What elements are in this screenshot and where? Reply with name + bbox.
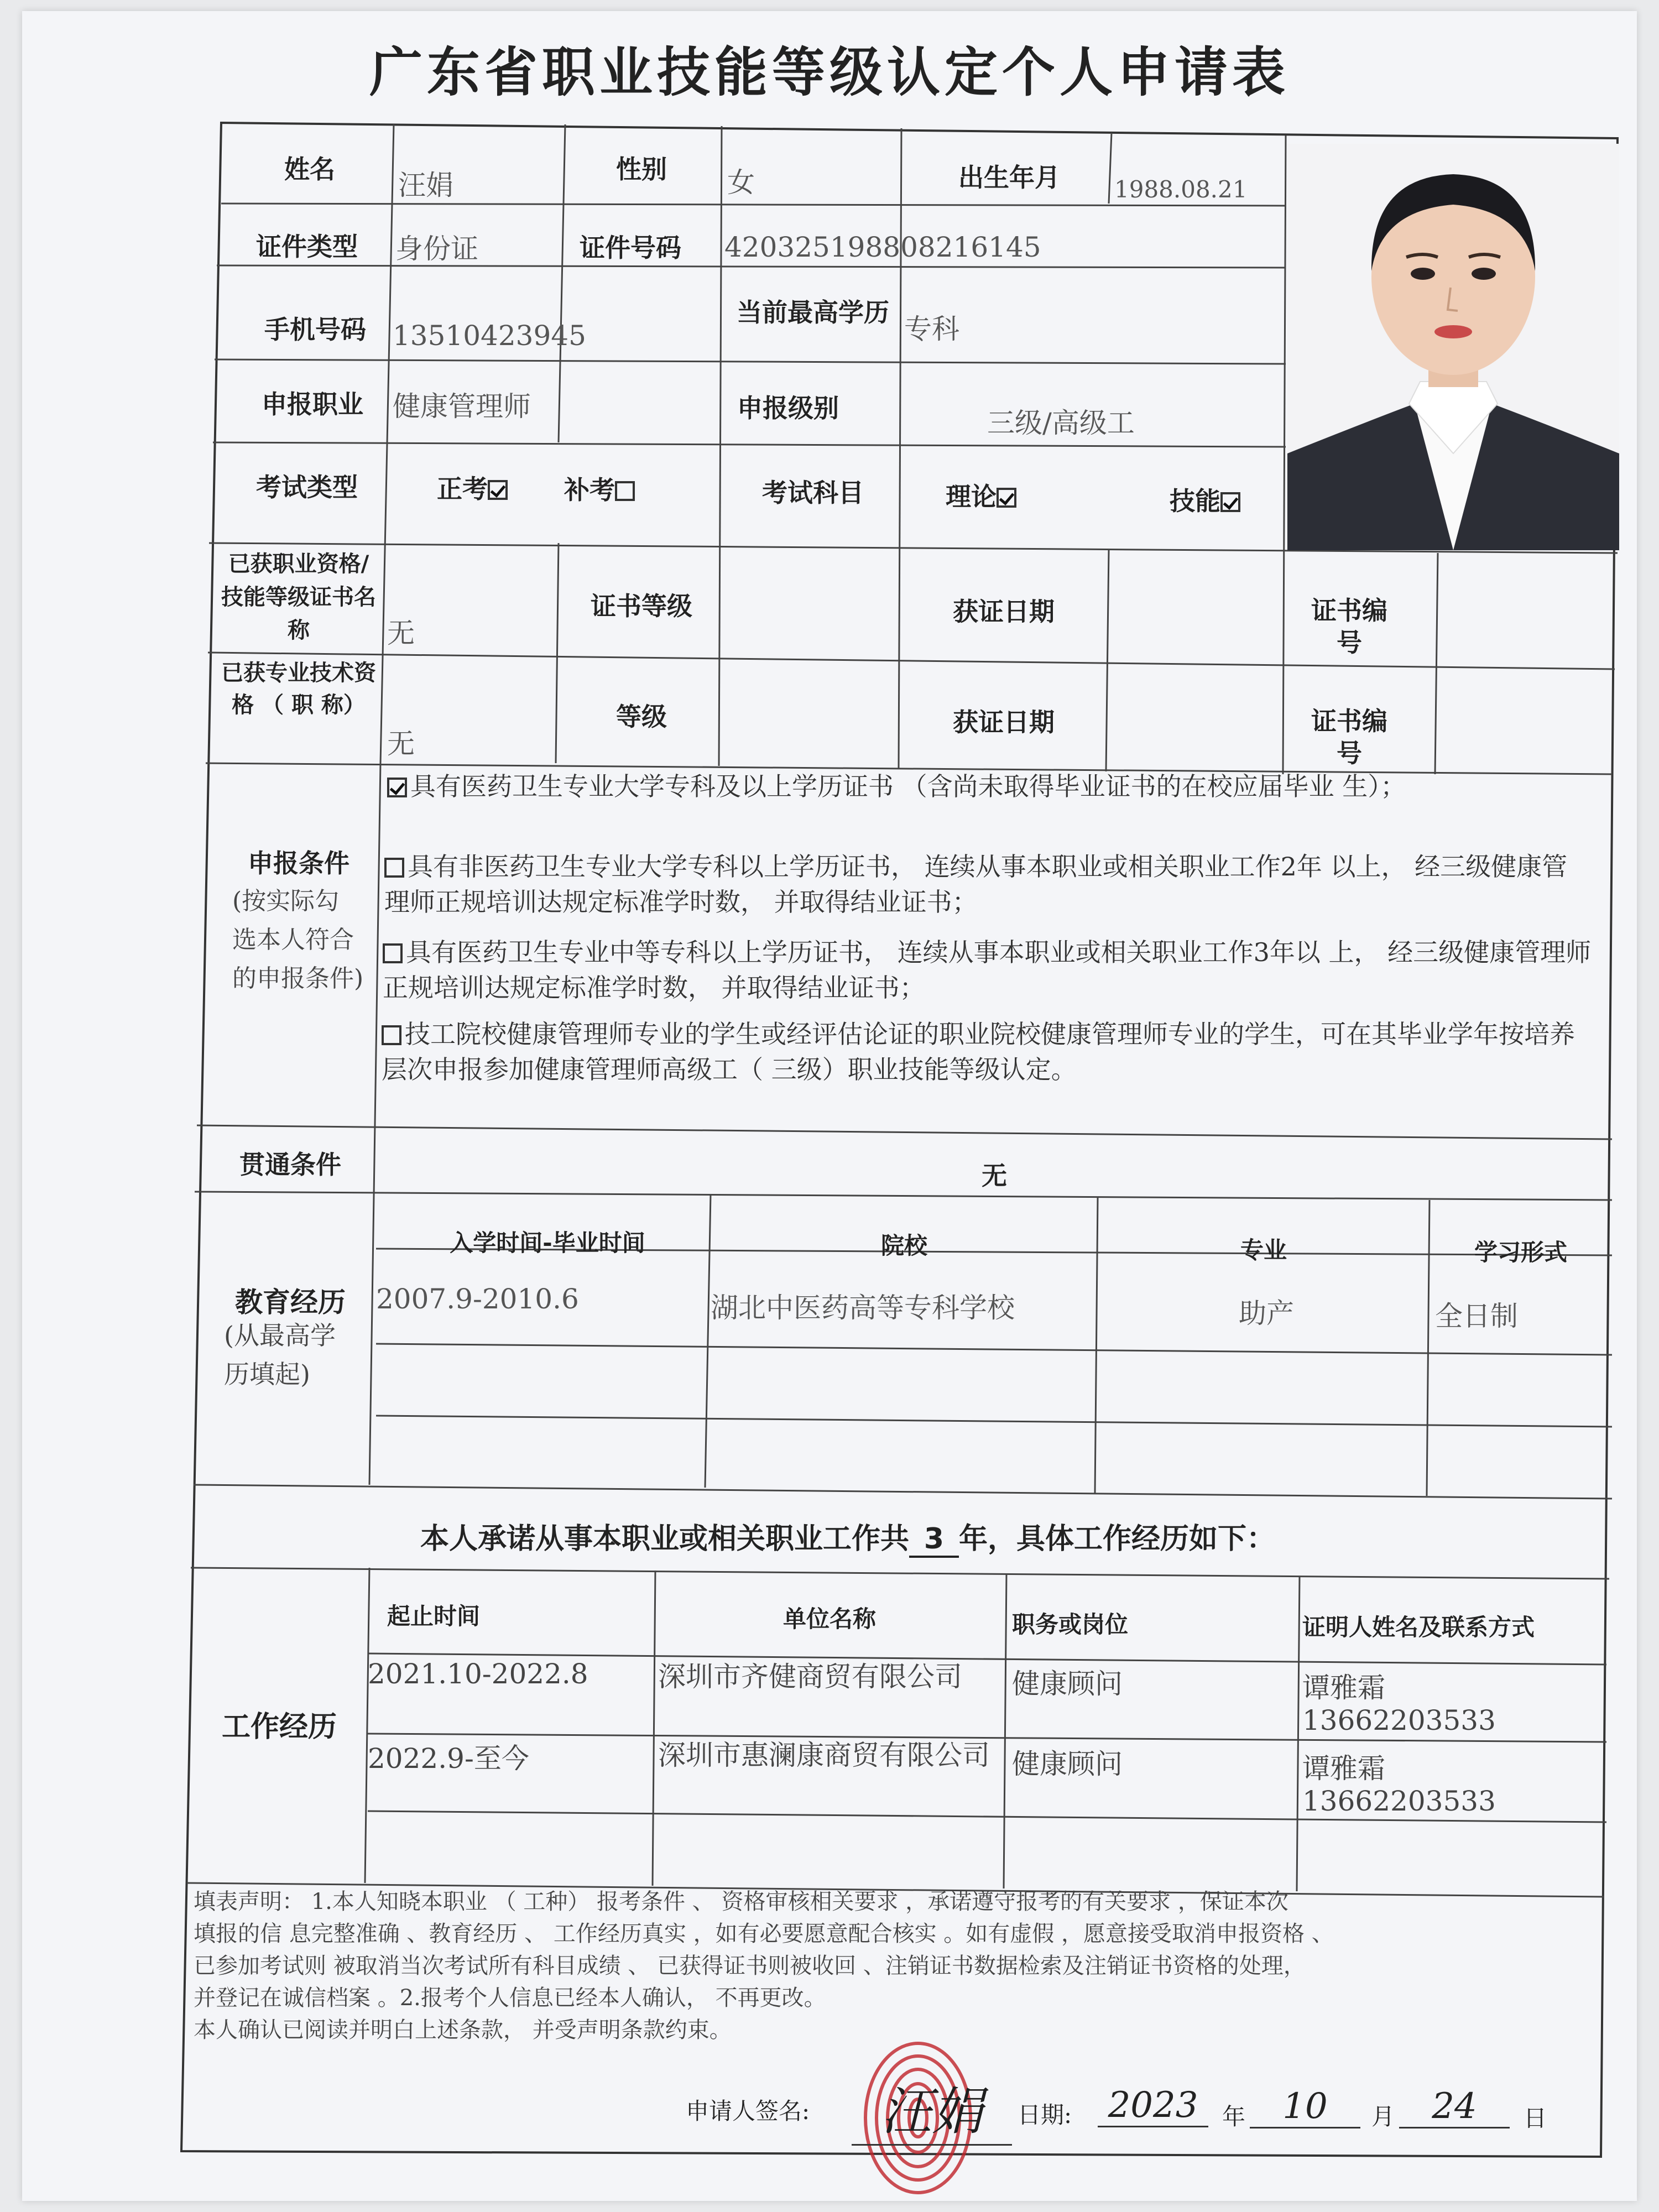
exam-regular-checkbox[interactable] (488, 480, 508, 500)
condition-checkbox[interactable] (384, 858, 404, 878)
edu-row-period: 2007.9-2010.6 (376, 1283, 579, 1315)
id-no-value: 420325198808216145 (724, 231, 1041, 263)
birth-value: 1988.08.21 (1114, 176, 1248, 203)
work-header-company: 单位名称 (782, 1605, 876, 1632)
work-header-position: 职务或岗位 (1012, 1611, 1129, 1638)
work-row-position: 健康顾问 (1012, 1668, 1123, 1700)
edu-row-form: 全日制 (1435, 1300, 1518, 1332)
exam-makeup[interactable] (564, 470, 638, 507)
row-line (221, 204, 1286, 206)
exam-makeup-checkbox[interactable] (615, 481, 635, 501)
row-line (191, 1568, 1609, 1579)
date-day: 24 (1399, 2086, 1510, 2128)
sign-label: 申请人签名: (686, 2098, 810, 2125)
row-line (213, 442, 1286, 447)
sign-name: 汪娟 (852, 2071, 1012, 2146)
education-note: (从最高学 历填起) (224, 1321, 336, 1389)
declaration-line: 已参加考试则 被取消当次考试所有科目成绩 、 已获得证书则被收回 、注销证书数据检索及注销证书资格的处理， (194, 1953, 1306, 1979)
work-row-period: 2022.9-至今 (368, 1743, 529, 1775)
work-row-position: 健康顾问 (1012, 1748, 1123, 1780)
col-line (899, 128, 901, 769)
row-line (215, 359, 1286, 364)
work-row-witness: 谭雅霜 (1302, 1752, 1385, 1785)
month-unit: 月 (1371, 2103, 1395, 2130)
id-type-value: 身份证 (395, 233, 478, 265)
work-row-period: 2021.10-2022.8 (368, 1658, 588, 1690)
form-title: 广东省职业技能等级认定个人申请表 (369, 41, 1290, 103)
exam-regular-label: 正考 (437, 474, 488, 504)
condition-text: 具有医药卫生专业中等专科以上学历证书， 连续从事本职业或相关职业工作3年以 上， 经三级健康管理师正规培训达规定标准学时数， 并取得结业证书； (383, 937, 1592, 1003)
col-line (705, 1194, 711, 1488)
birth-label: 出生年月 (958, 163, 1060, 192)
condition-checkbox[interactable] (383, 943, 403, 963)
condition-checkbox[interactable] (382, 1025, 401, 1045)
col-line (719, 126, 722, 766)
work-promise (420, 1515, 1275, 1558)
level-value: 三级/高级工 (987, 407, 1135, 439)
year-unit: 年 (1222, 2103, 1246, 2130)
work-row-witness-phone: 13662203533 (1302, 1704, 1496, 1736)
col-line (1435, 553, 1438, 774)
date-label: 日期: (1018, 2101, 1072, 2128)
day-unit: 日 (1524, 2105, 1547, 2132)
subject-theory-label: 理论 (946, 482, 997, 512)
col-line (653, 1571, 655, 1886)
exam-regular[interactable] (437, 469, 511, 505)
col-line (1109, 133, 1112, 204)
conditions-label: 申报条件 (248, 848, 349, 878)
work-promise-prefix: 本人承诺从事本职业或相关职业工作共 (420, 1522, 910, 1556)
through-label: 贯通条件 (239, 1150, 341, 1180)
id-type-label: 证件类型 (256, 232, 358, 262)
subject-skill[interactable] (1170, 481, 1244, 518)
col-line (1095, 1197, 1098, 1493)
edu-row-major: 助产 (1239, 1297, 1294, 1329)
cert-no-label: 证书编号 (1311, 596, 1387, 658)
title-name-value: 无 (387, 728, 415, 760)
conditions-note: (按实际勾 选本人符合 的申报条件) (232, 887, 364, 993)
phone-label: 手机号码 (264, 315, 366, 345)
level-label: 申报级别 (737, 393, 839, 423)
edu-header-school: 院校 (880, 1232, 927, 1259)
col-line (556, 543, 559, 763)
col-line (365, 1568, 369, 1883)
title-level-label: 等级 (616, 702, 667, 732)
work-row-company: 深圳市惠澜康商贸有限公司 (658, 1739, 990, 1771)
declaration-line: 并登记在诚信档案 。2.报考个人信息已经本人确认， 不再更改。 (194, 1985, 826, 2011)
title-label: 已获专业技术资格 （ 职 称） (221, 660, 376, 718)
col-line (1106, 550, 1109, 771)
declaration-line: 填报的信 息完整准确 、教育经历 、 工作经历真实 ，如有必要愿意配合核实 。如有虚假 ，愿意接受取消申报资格 、 (194, 1921, 1334, 1947)
subject-skill-checkbox[interactable] (1220, 492, 1240, 512)
row-line (376, 1344, 1612, 1355)
condition-text: 技工院校健康管理师专业的学生或经评估论证的职业院校健康管理师专业的学生，可在其毕业学年按培养层次申报参加健康管理师高级工（ 三级）职业技能等级认定。 (382, 1019, 1575, 1084)
job-value: 健康管理师 (393, 390, 531, 422)
condition-item[interactable] (384, 849, 1593, 920)
applicant-photo (1287, 144, 1619, 550)
edu-header-major: 专业 (1240, 1237, 1287, 1264)
subject-theory[interactable] (946, 477, 1020, 513)
exam-type-label: 考试类型 (256, 472, 358, 502)
work-header-witness: 证明人姓名及联系方式 (1302, 1614, 1535, 1641)
education-label: 教育经历 (235, 1286, 346, 1318)
col-line (1283, 135, 1286, 774)
gender-label: 性别 (616, 154, 667, 184)
condition-item[interactable] (383, 935, 1593, 1005)
col-line (1427, 1200, 1430, 1496)
id-no-label: 证件号码 (580, 233, 681, 263)
work-years: 3 (909, 1522, 959, 1558)
work-promise-suffix: 年，具体工作经历如下： (959, 1522, 1276, 1556)
work-row-company: 深圳市齐健商贸有限公司 (658, 1661, 962, 1693)
title-no-label: 证书编号 (1311, 706, 1387, 768)
edu-header-form: 学习形式 (1474, 1239, 1567, 1266)
work-header-period: 起止时间 (387, 1603, 481, 1630)
condition-text: 具有非医药卫生专业大学专科以上学历证书， 连续从事本职业或相关职业工作2年 以上， 经三级健康管理师正规培训达规定标准学时数， 并取得结业证书； (384, 852, 1568, 917)
col-line (1297, 1576, 1300, 1891)
subject-theory-checkbox[interactable] (997, 488, 1016, 508)
job-label: 申报职业 (262, 389, 363, 419)
condition-item[interactable] (382, 1016, 1593, 1087)
cert-name-value: 无 (387, 617, 415, 649)
title-date-label: 获证日期 (953, 707, 1055, 737)
edu-label: 当前最高学历 (737, 298, 889, 327)
declaration (194, 1886, 1609, 2046)
work-label: 工作经历 (221, 1710, 337, 1744)
date-month: 10 (1250, 2086, 1360, 2128)
edu-header-period: 入学时间-毕业时间 (450, 1229, 645, 1256)
date-year: 2023 (1098, 2085, 1208, 2127)
exam-makeup-label: 补考 (564, 475, 615, 505)
name-label: 姓名 (284, 154, 335, 184)
declaration-line: 本人确认已阅读并明白上述条款， 并受声明条款约束。 (194, 2017, 732, 2043)
work-row-witness: 谭雅霜 (1302, 1672, 1385, 1704)
col-line (1004, 1573, 1006, 1888)
declaration-line: 填表声明： 1.本人知晓本职业 （ 工种） 报考条件 、 资格审核相关要求 ，承诺遵守报考的有关要求 ，保证本次 (194, 1889, 1288, 1914)
edu-row-school: 湖北中医药高等专科学校 (711, 1292, 1015, 1324)
cert-date-label: 获证日期 (953, 597, 1055, 627)
condition-checkbox[interactable] (387, 778, 407, 797)
subject-skill-label: 技能 (1170, 486, 1220, 516)
condition-text: 具有医药卫生专业大学专科及以上学历证书 （含尚未取得毕业证书的在校应届毕业 生）； (410, 771, 1406, 801)
edu-value: 专科 (904, 313, 959, 345)
gender-value: 女 (727, 166, 755, 199)
cert-label: 已获职业资格/技能等级证书名称 (221, 551, 376, 643)
through-value: 无 (982, 1161, 1007, 1191)
row-line (194, 1485, 1612, 1499)
condition-item[interactable] (387, 769, 1593, 804)
subject-label: 考试科目 (762, 478, 864, 508)
row-line (217, 265, 1286, 268)
col-line (559, 124, 565, 442)
row-line (208, 653, 1615, 669)
work-row-witness-phone: 13662203533 (1302, 1785, 1496, 1817)
row-line (197, 1125, 1612, 1139)
phone-value: 13510423945 (393, 320, 586, 352)
name-value: 汪娟 (398, 169, 453, 201)
cert-level-label: 证书等级 (591, 591, 692, 621)
row-line (195, 1192, 1612, 1200)
